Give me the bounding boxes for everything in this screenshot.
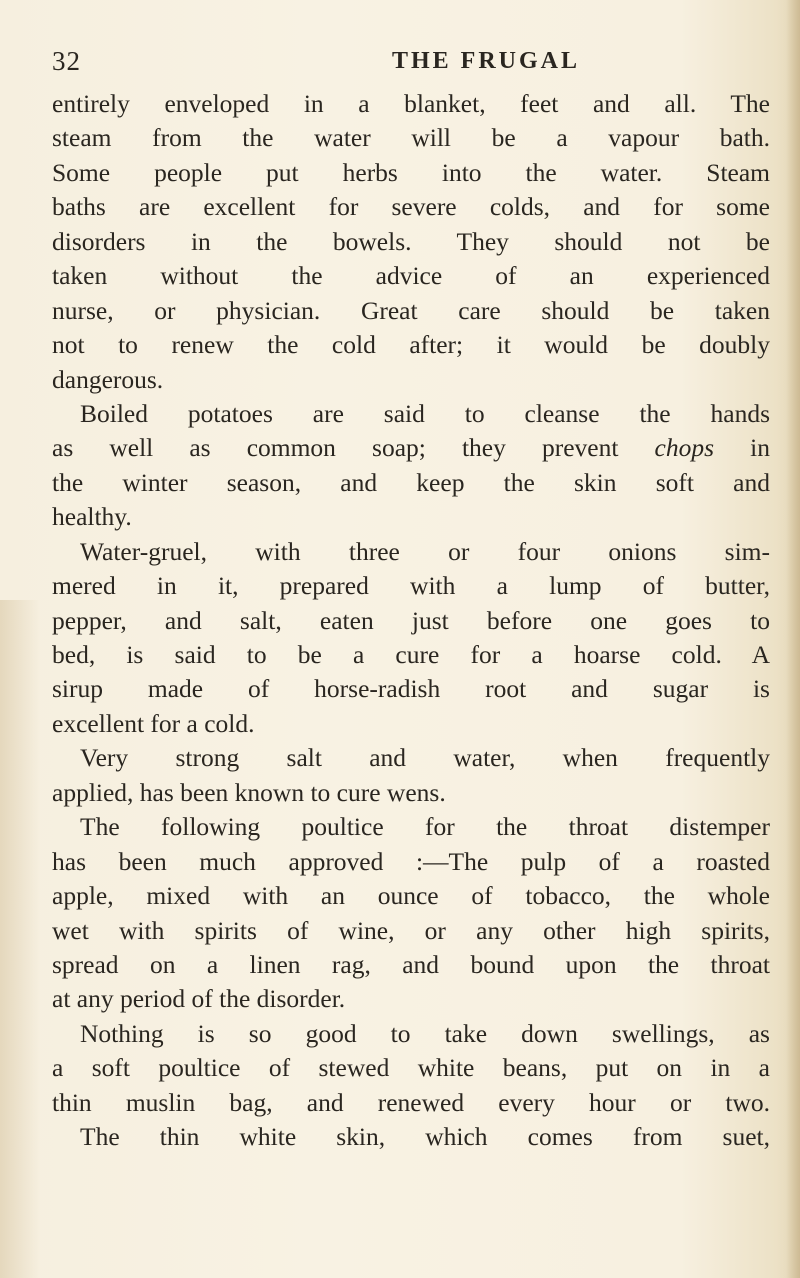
text-segment: in (750, 433, 770, 463)
text-line: the winter season, and keep the skin soft and (52, 467, 770, 497)
text-line: sirup made of horse-radish root and sugar is (52, 674, 770, 704)
text-line: steam from the water will be a vapour bath. (52, 123, 770, 153)
text-line: Nothing is so good to take down swellings, as (80, 1018, 770, 1048)
text-line: nurse, or physician. Great care should be taken (52, 295, 770, 325)
text-line: at any period of the disorder. (52, 984, 346, 1014)
text-line: taken without the advice of an experienced (52, 261, 770, 291)
text-line: pepper, and salt, eaten just before one goes to (52, 605, 770, 635)
text-line: thin muslin bag, and renewed every hour or two. (52, 1087, 770, 1117)
text-line: has been much approved :—The pulp of a roasted (52, 846, 770, 876)
text-line: The thin white skin, which comes from suet, (80, 1122, 770, 1152)
text-line: wet with spirits of wine, or any other high spirits, (52, 915, 770, 945)
text-line: disorders in the bowels. They should not be (52, 226, 770, 256)
text-line: baths are excellent for severe colds, and for some (52, 192, 770, 222)
text-line: bed, is said to be a cure for a hoarse cold. A (52, 640, 770, 669)
text-line: not to renew the cold after; it would be doubly (52, 330, 770, 360)
page-number: 32 (52, 46, 81, 76)
body-text (52, 87, 770, 1155)
text-line: spread on a linen rag, and bound upon the throat (52, 949, 770, 979)
italic-word: chops (654, 433, 715, 463)
text-line: excellent for a cold. (52, 708, 255, 738)
text-line: Boiled potatoes are said to cleanse the hands (80, 398, 770, 428)
text-line: Some people put herbs into the water. Steam (52, 157, 770, 187)
text-line: a soft poultice of stewed white beans, put on in a (52, 1053, 770, 1083)
text-line: apple, mixed with an ounce of tobacco, the whole (52, 881, 770, 911)
text-segment: as well as common soap; they prevent (52, 433, 619, 463)
running-head: THE FRUGAL (392, 48, 581, 74)
text-line: applied, has been known to cure wens. (52, 777, 446, 807)
text-line: mered in it, prepared with a lump of butter, (52, 571, 770, 601)
text-line: entirely enveloped in a blanket, feet and all. The (52, 89, 770, 118)
text-line: healthy. (52, 502, 132, 532)
text-line: Water-gruel, with three or four onions sim- (80, 536, 770, 566)
text-line: Very strong salt and water, when frequently (80, 743, 770, 773)
text-line: The following poultice for the throat distemper (80, 812, 770, 842)
text-line: dangerous. (52, 364, 164, 394)
page-header (52, 46, 782, 86)
text-line (52, 431, 770, 465)
